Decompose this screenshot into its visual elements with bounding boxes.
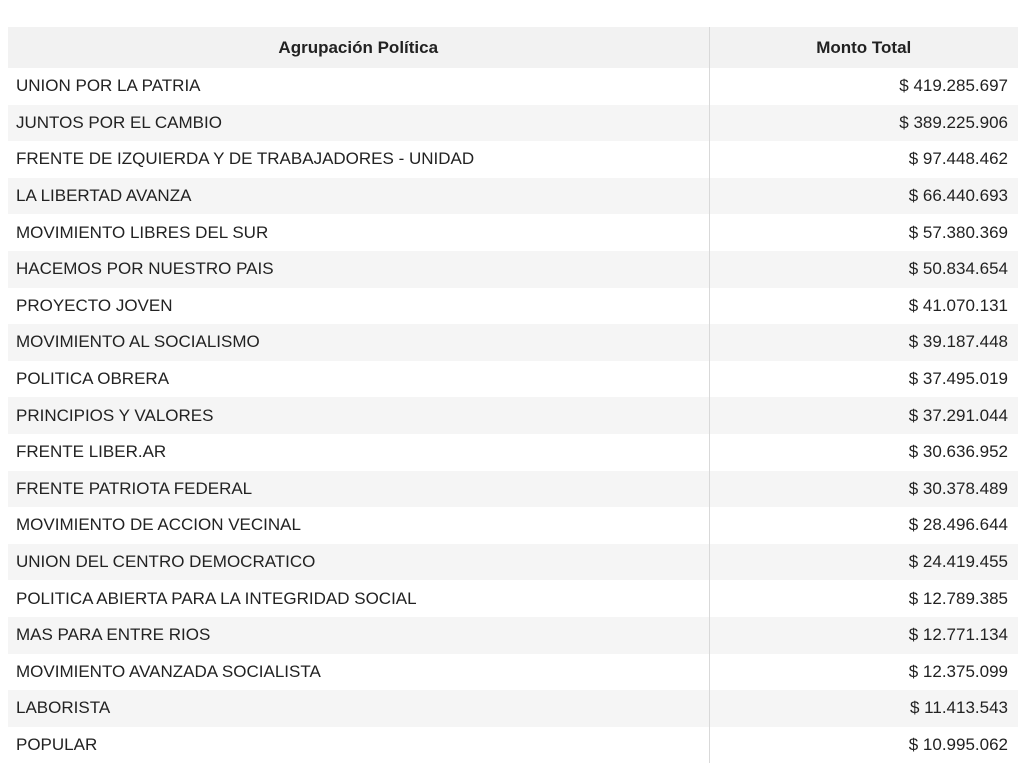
party-name-cell: JUNTOS POR EL CAMBIO	[8, 105, 709, 142]
amount-cell: $ 37.291.044	[709, 397, 1018, 434]
amount-cell: $ 12.771.134	[709, 617, 1018, 654]
column-header-party[interactable]: Agrupación Política	[8, 27, 709, 68]
amount-cell: $ 30.636.952	[908, 442, 1008, 462]
party-name-cell: UNION DEL CENTRO DEMOCRATICO	[8, 544, 709, 581]
party-name-cell: POLITICA OBRERA	[8, 361, 709, 398]
amount-cell: $ 28.496.644	[908, 515, 1008, 535]
party-name-cell: MOVIMIENTO DE ACCION VECINAL	[8, 507, 709, 544]
table-row	[8, 251, 1018, 288]
party-name-cell: POPULAR	[8, 727, 709, 764]
party-name-cell: UNION POR LA PATRIA	[8, 68, 709, 105]
amount-cell: $ 12.375.099	[908, 661, 1008, 681]
party-name-cell: PRINCIPIOS Y VALORES	[8, 397, 709, 434]
funding-table	[8, 27, 1018, 763]
party-name-cell: POLITICA ABIERTA PARA LA INTEGRIDAD SOCIAL	[8, 580, 709, 617]
table-row	[8, 507, 1018, 544]
party-name-cell: HACEMOS POR NUESTRO PAIS	[8, 251, 709, 288]
column-header-amount[interactable]: Monto Total	[709, 27, 1018, 68]
table-row	[8, 214, 1018, 251]
amount-cell: $ 389.225.906	[709, 105, 1018, 142]
amount-cell: $ 66.440.693	[709, 178, 1018, 215]
table-body	[8, 68, 1018, 763]
party-name-cell: MAS PARA ENTRE RIOS	[8, 617, 709, 654]
amount-cell: $ 50.834.654	[709, 251, 1018, 288]
table-row	[8, 580, 1018, 617]
party-name-cell: MOVIMIENTO AVANZADA SOCIALISTA	[8, 654, 709, 691]
party-name-cell: MOVIMIENTO LIBRES DEL SUR	[8, 214, 709, 251]
party-name-cell: LA LIBERTAD AVANZA	[8, 178, 709, 215]
amount-cell: $ 12.789.385	[908, 588, 1008, 608]
party-name-cell: FRENTE PATRIOTA FEDERAL	[8, 471, 709, 508]
party-name-cell: PROYECTO JOVEN	[8, 288, 709, 325]
table-header	[8, 27, 1018, 68]
table-row	[8, 105, 1018, 142]
amount-cell: $ 419.285.697	[899, 76, 1008, 96]
funding-table-container	[8, 27, 1018, 763]
table-row	[8, 361, 1018, 398]
header-row	[8, 27, 1018, 68]
amount-cell: $ 57.380.369	[908, 222, 1008, 242]
amount-cell: $ 37.495.019	[908, 369, 1008, 389]
table-row	[8, 324, 1018, 361]
table-row	[8, 727, 1018, 764]
table-row	[8, 471, 1018, 508]
table-row	[8, 434, 1018, 471]
party-name-cell: FRENTE DE IZQUIERDA Y DE TRABAJADORES - UNIDAD	[8, 141, 709, 178]
amount-cell: $ 41.070.131	[908, 295, 1008, 315]
party-name-cell: LABORISTA	[8, 690, 709, 727]
table-row	[8, 617, 1018, 654]
table-row	[8, 397, 1018, 434]
table-row	[8, 68, 1018, 105]
amount-cell: $ 39.187.448	[709, 324, 1018, 361]
table-row	[8, 690, 1018, 727]
amount-cell: $ 30.378.489	[709, 471, 1018, 508]
amount-cell: $ 11.413.543	[709, 690, 1018, 727]
party-name-cell: FRENTE LIBER.AR	[8, 434, 709, 471]
amount-cell: $ 24.419.455	[709, 544, 1018, 581]
table-row	[8, 288, 1018, 325]
amount-cell: $ 97.448.462	[908, 149, 1008, 169]
table-row	[8, 178, 1018, 215]
table-row	[8, 654, 1018, 691]
amount-cell: $ 10.995.062	[908, 734, 1008, 754]
party-name-cell: MOVIMIENTO AL SOCIALISMO	[8, 324, 709, 361]
table-row	[8, 141, 1018, 178]
table-row	[8, 544, 1018, 581]
